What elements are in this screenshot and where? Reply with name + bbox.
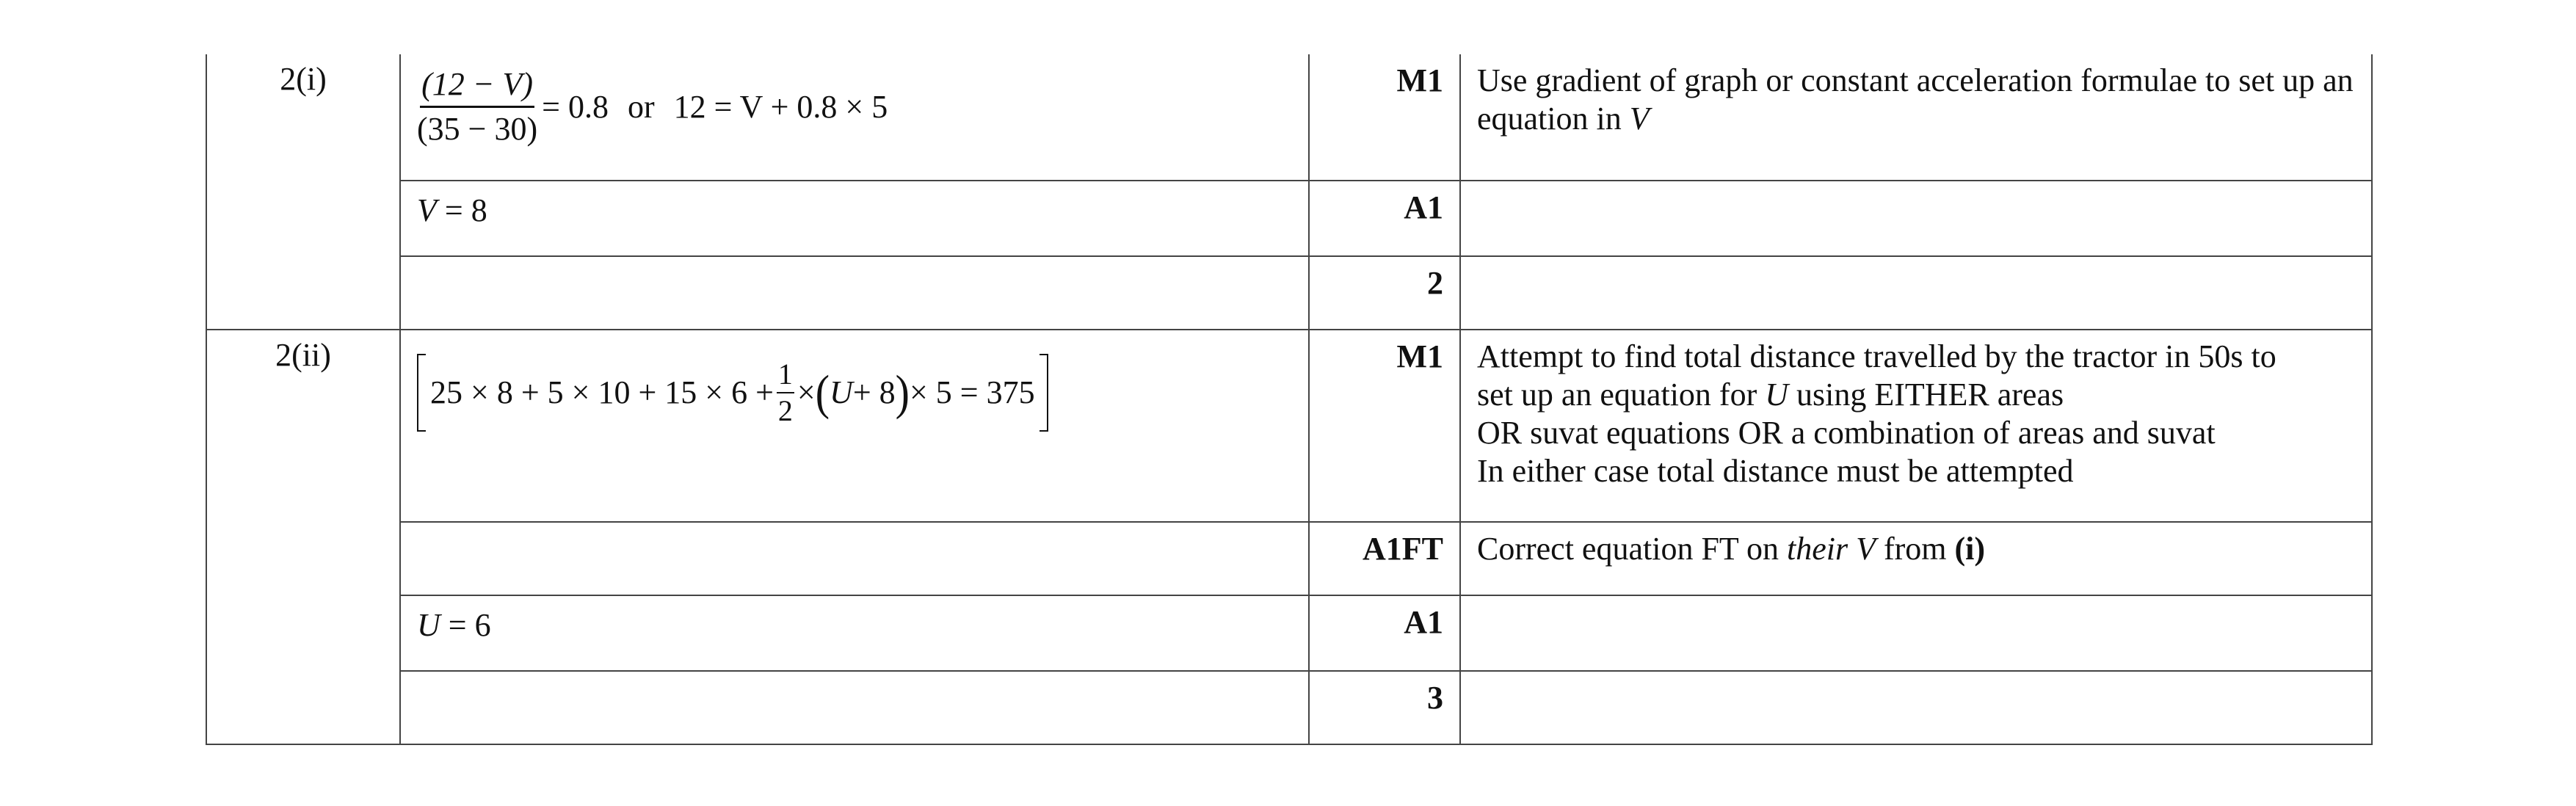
table-row: [206, 595, 2372, 671]
guidance-cell: [1460, 522, 2372, 595]
answer-cell: [400, 595, 1309, 671]
guidance-line: In either case total distance must be attempted: [1477, 453, 2074, 489]
guidance-cell: [1460, 671, 2372, 744]
guidance-line: OR suvat equations OR a combination of areas and suvat: [1477, 415, 2216, 451]
equation-right: × 5 = 375: [909, 374, 1035, 410]
mark-scheme-table: [206, 54, 2373, 745]
answer-cell: [400, 54, 1309, 181]
answer-value: = 6: [440, 607, 491, 643]
answer-cell: [400, 330, 1309, 522]
gradient-fraction: [417, 65, 537, 149]
equation-rhs: = 0.8: [542, 88, 609, 125]
answer-cell: [400, 522, 1309, 595]
paren-close: ): [895, 365, 910, 420]
or-text: or: [627, 88, 655, 125]
answer-equation: [417, 358, 1292, 427]
guidance-cell: [1460, 181, 2372, 256]
guidance-part-ref: (i): [1954, 531, 1986, 567]
fraction-denominator: (35 − 30): [417, 111, 538, 147]
paren-variable: U: [830, 374, 853, 410]
multiply-sign: ×: [797, 374, 816, 410]
equation-left: 25 × 8 + 5 × 10 + 15 × 6 +: [430, 374, 774, 410]
guidance-cell: [1460, 54, 2372, 181]
mark-cell: [1309, 595, 1460, 671]
guidance-text: set up an equation for: [1477, 377, 1757, 413]
mark-label: A1: [1404, 604, 1443, 640]
guidance-their-v: their V: [1787, 531, 1876, 567]
question-number: 2(ii): [275, 337, 331, 373]
question-number-cell: [206, 330, 400, 744]
guidance-cell: [1460, 330, 2372, 522]
fraction-numerator: 1: [777, 358, 794, 393]
guidance-text: Correct equation FT on: [1477, 531, 1779, 567]
table-row: [206, 181, 2372, 256]
guidance-cell: [1460, 256, 2372, 330]
alternative-equation: 12 = V + 0.8 × 5: [673, 88, 888, 125]
answer-cell: [400, 181, 1309, 256]
table-row: [206, 256, 2372, 330]
square-bracket-expression: [417, 358, 1048, 427]
mark-total: 2: [1427, 265, 1443, 301]
paren-open: (: [815, 365, 830, 420]
guidance-variable: V: [1629, 101, 1650, 137]
answer-value: = 8: [436, 192, 487, 228]
mark-scheme-sheet: [206, 54, 2371, 745]
guidance-text: Use gradient of graph or constant acceleration formulae to set up an equation in: [1477, 62, 2354, 137]
table-row: [206, 54, 2372, 181]
table-row: [206, 330, 2372, 522]
guidance-line: Attempt to find total distance travelled by the tractor in 50s to: [1477, 338, 2276, 374]
mark-total-cell: [1309, 671, 1460, 744]
mark-label: M1: [1396, 62, 1443, 98]
guidance-text: using EITHER areas: [1796, 377, 2064, 413]
table-row: [206, 671, 2372, 744]
mark-cell: [1309, 54, 1460, 181]
half-fraction: [777, 358, 794, 427]
fraction-numerator: (12 − V): [420, 65, 534, 108]
mark-total: 3: [1427, 680, 1443, 716]
paren-rest: + 8: [852, 374, 896, 410]
mark-cell: [1309, 330, 1460, 522]
fraction-denominator: 2: [777, 394, 793, 427]
mark-cell: [1309, 181, 1460, 256]
mark-label: M1: [1396, 338, 1443, 374]
answer-cell: [400, 671, 1309, 744]
answer-variable: U: [417, 607, 440, 643]
question-number-cell: [206, 54, 400, 330]
guidance-text: from: [1883, 531, 1947, 567]
answer-cell: [400, 256, 1309, 330]
guidance-variable: U: [1765, 377, 1788, 413]
guidance-cell: [1460, 595, 2372, 671]
answer-equation: [417, 65, 1292, 149]
table-row: [206, 522, 2372, 595]
mark-total-cell: [1309, 256, 1460, 330]
mark-cell: [1309, 522, 1460, 595]
mark-label: A1: [1404, 189, 1443, 225]
guidance-line: [1477, 376, 2355, 414]
answer-variable: V: [417, 192, 437, 228]
mark-label: A1FT: [1363, 531, 1443, 567]
question-number: 2(i): [280, 61, 327, 97]
